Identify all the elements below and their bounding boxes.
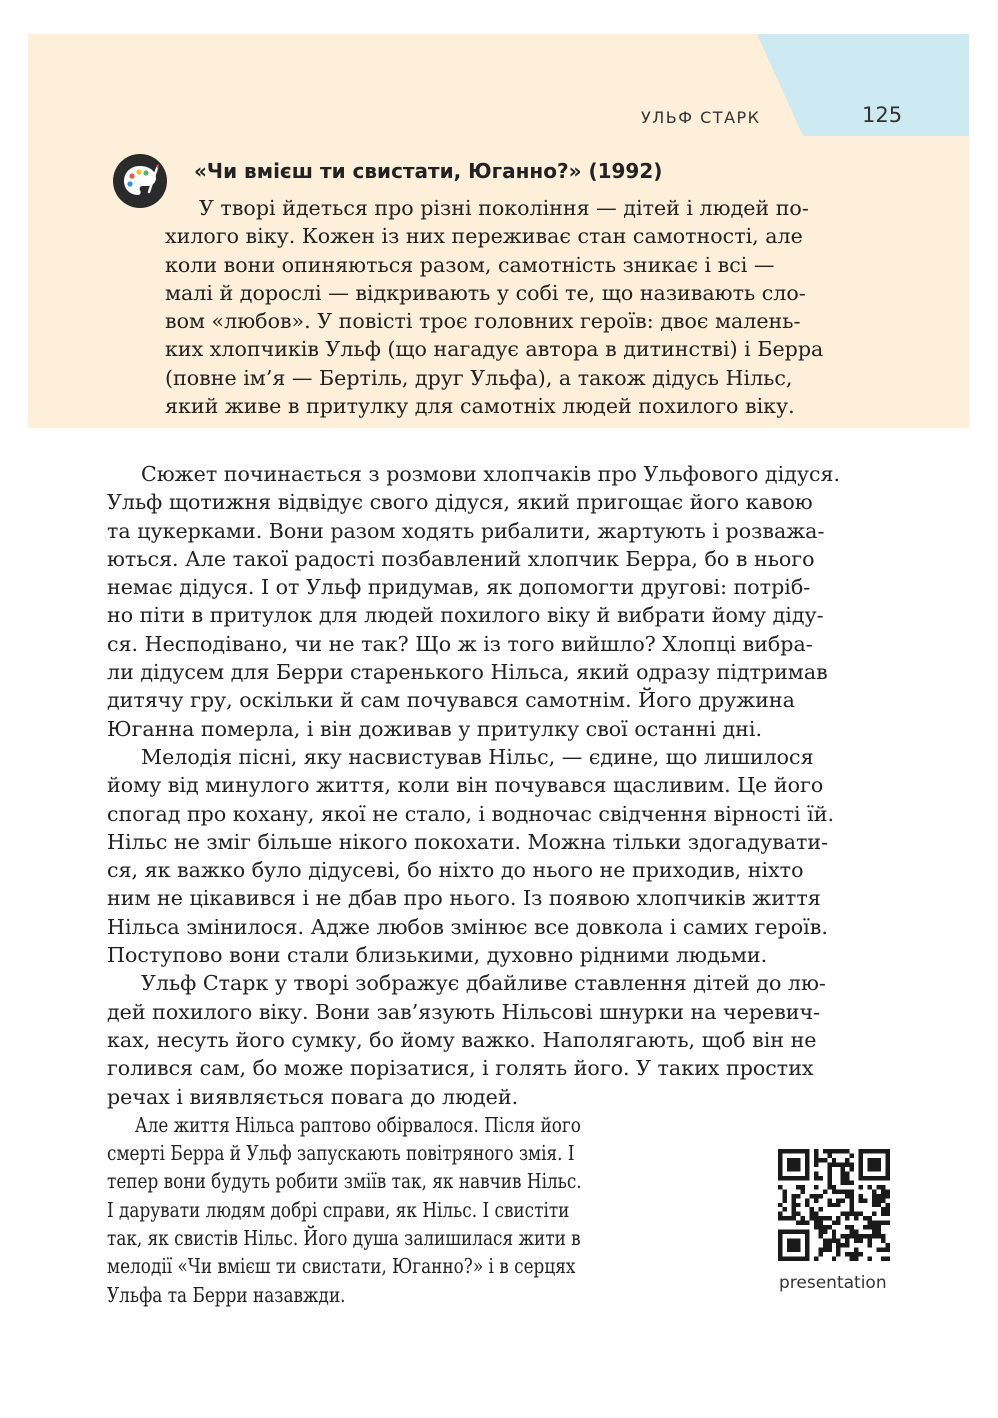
body-line: та цукерками. Вони разом ходять рибалити, жартують і розважа- [107, 518, 825, 543]
body-line: Нільса змінилося. Адже любов змінює все довкола і самих героїв. [107, 914, 828, 939]
body-line: йому від минулого життя, коли він почувався щасливим. Це його [107, 773, 824, 798]
body-line: дитячу гру, оскільки й сам почувався самотнім. Його дружина [107, 688, 795, 713]
body-line: ках, несуть його сумку, бо йому важко. Наполягають, щоб він не [107, 1027, 817, 1052]
body-line: Юганна померла, і він доживав у притулку свої останні дні. [107, 716, 763, 741]
body-line: Ульф щотижня відвідує свого дідуся, який пригощає його кавою [107, 490, 813, 515]
intro-summary [165, 194, 890, 420]
body-line: Нільс не зміг більше нікого покохати. Можна тільки здогадувати- [107, 829, 829, 854]
body-line: но піти в притулок для людей похилого віку й вибрати йому діду- [107, 603, 824, 628]
summary-line: ких хлопчиків Ульф (що нагадує автора в дитинстві) і Берра [165, 337, 824, 362]
body-line: Ульфа та Берри назавжди. [107, 1282, 346, 1307]
body-line: спогад про кохану, якої не стало, і водночас свідчення вірності їй. [107, 801, 835, 826]
body-line: мелодії «Чи вмієш ти свистати, Юганно?» і в серцях [107, 1254, 576, 1279]
running-header-author: УЛЬФ СТАРК [641, 108, 761, 127]
body-line: Сюжет починається з розмови хлопчаків про Ульфового дідуся. [141, 462, 841, 486]
body-line: смерті Берра й Ульф запускають повітряного змія. І [107, 1141, 575, 1166]
body-line: дей похилого віку. Вони зав’язують Нільсові шнурки на черевич- [107, 999, 821, 1024]
body-line: ються. Але такої радості позбавлений хлопчик Берра, бо в нього [107, 546, 815, 571]
body-line: так, як свистів Нільс. Його душа залишилася жити в [107, 1226, 581, 1251]
body-line: Але життя Нільса раптово обірвалося. Після його [134, 1112, 581, 1137]
summary-line: який живе в притулку для самотніх людей похилого віку. [165, 394, 795, 419]
summary-line: (повне ім’я — Бертіль, друг Ульфа), а також дідусь Нільс, [165, 365, 793, 390]
body-line: немає дідуся. І от Ульф придумав, як допомогти другові: потріб- [107, 575, 811, 600]
qr-caption: presentation [779, 1273, 887, 1293]
summary-line: У творі йдеться про різні покоління — дітей і людей по- [199, 196, 809, 220]
work-title: «Чи вмієш ти свистати, Юганно?» (1992) [194, 159, 663, 183]
page-number: 125 [862, 103, 903, 127]
summary-line: коли вони опиняються разом, самотність зникає і всі — [165, 252, 775, 277]
summary-line: вом «любов». У повісті троє головних героїв: двоє малень- [165, 309, 801, 334]
palette-icon [113, 154, 167, 208]
body-line: І дарувати людям добрі справи, як Нільс. І свистіти [107, 1197, 570, 1222]
summary-line: хилого віку. Кожен із них переживає стан самотності, але [165, 224, 803, 249]
summary-line: малі й дорослі — відкривають у собі те, що називають сло- [165, 280, 806, 305]
body-line: ся. Несподівано, чи не так? Що ж із того вийшло? Хлопці вибра- [107, 631, 813, 656]
body-line: речах і виявляється повага до людей. [107, 1084, 519, 1109]
body-line: ли дідусем для Берри старенького Нільса, який одразу підтримав [107, 660, 828, 685]
body-line: Поступово вони стали близькими, духовно рідними людьми. [107, 943, 768, 968]
body-line: голився сам, бо може порізатися, і голять його. У таких простих [107, 1056, 814, 1081]
body-text [107, 460, 891, 1309]
body-line: ся, як важко було дідусеві, бо ніхто до нього не приходив, ніхто [107, 858, 804, 883]
body-line: Ульф Старк у творі зображує дбайливе ставлення дітей до лю- [141, 971, 826, 996]
body-line: ним не цікавився і не дбав про нього. Із появою хлопчиків життя [107, 886, 821, 911]
qr-code-icon[interactable] [778, 1149, 890, 1261]
body-line: Мелодія пісні, яку насвистував Нільс, — єдине, що лишилося [141, 744, 814, 769]
body-line: тепер вони будуть робити зміїв так, як навчив Нільс. [107, 1169, 582, 1194]
